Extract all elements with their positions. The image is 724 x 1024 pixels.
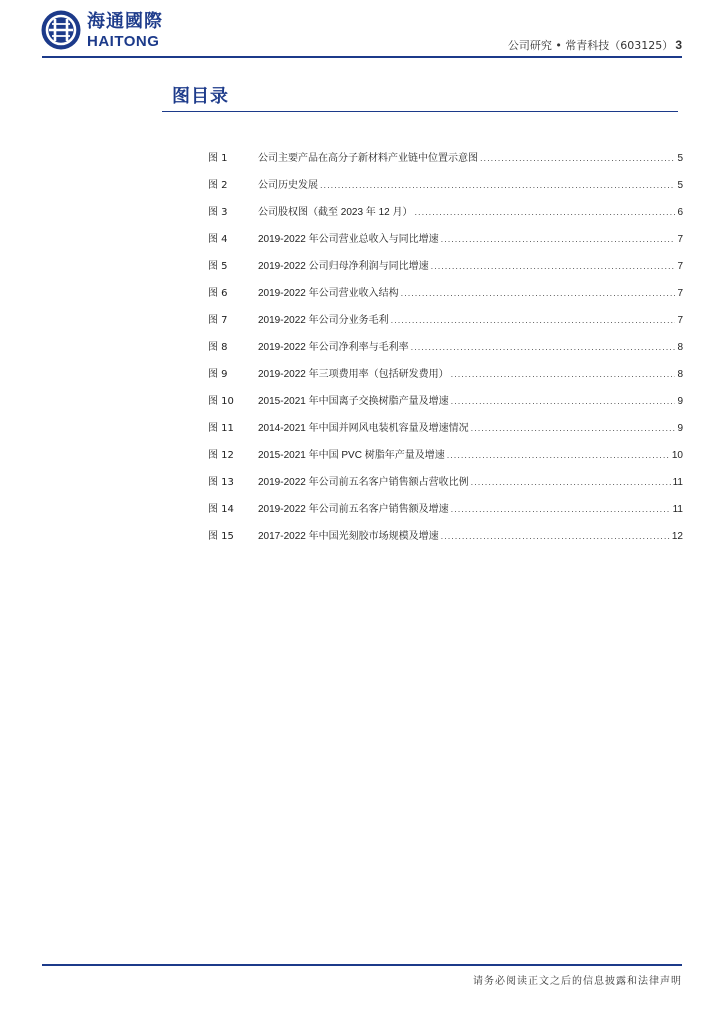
toc-figure-number: 图 1 xyxy=(208,153,228,164)
toc-page-number: 5 xyxy=(677,180,683,191)
toc-leader-dots xyxy=(480,152,675,166)
toc-leader-dots xyxy=(451,503,671,517)
toc-figure-title: 2014-2021 年中国并网风电装机容量及增速情况 xyxy=(258,423,469,434)
toc-figure-number: 图 3 xyxy=(208,207,228,218)
toc-figure-title: 2019-2022 公司归母净利润与同比增速 xyxy=(258,261,429,272)
report-header-info xyxy=(508,38,682,53)
section-title-underline xyxy=(162,111,678,112)
toc-figure-number: 图 10 xyxy=(208,396,234,407)
toc-figure-title: 2019-2022 年公司营业收入结构 xyxy=(258,288,399,299)
toc-page-number: 7 xyxy=(677,261,683,272)
toc-leader-dots xyxy=(451,368,676,382)
figure-table-of-contents xyxy=(208,152,683,557)
toc-page-number: 8 xyxy=(677,342,683,353)
toc-entry[interactable] xyxy=(208,260,683,287)
toc-figure-title: 2019-2022 年公司营业总收入与同比增速 xyxy=(258,234,439,245)
toc-page-number: 7 xyxy=(677,288,683,299)
toc-figure-title: 2017-2022 年中国光刻胶市场规模及增速 xyxy=(258,531,439,542)
logo-chinese-name: 海通國際 xyxy=(87,11,163,32)
toc-page-number: 9 xyxy=(677,396,683,407)
toc-leader-dots xyxy=(411,341,676,355)
toc-leader-dots xyxy=(441,530,670,544)
toc-page-number: 5 xyxy=(677,153,683,164)
toc-figure-number: 图 11 xyxy=(208,423,234,434)
toc-page-number: 9 xyxy=(677,423,683,434)
toc-figure-number: 图 15 xyxy=(208,531,234,542)
toc-leader-dots xyxy=(320,179,675,193)
toc-figure-title: 2019-2022 年三项费用率（包括研发费用） xyxy=(258,369,449,380)
footer-divider xyxy=(42,964,682,966)
report-info: 公司研究 • 常青科技（603125） xyxy=(507,39,674,52)
toc-leader-dots xyxy=(391,314,676,328)
toc-entry[interactable] xyxy=(208,206,683,233)
toc-figure-title: 公司历史发展 xyxy=(258,180,318,191)
toc-page-number: 8 xyxy=(677,369,683,380)
toc-figure-number: 图 9 xyxy=(208,369,228,380)
toc-figure-title: 2019-2022 年公司分业务毛利 xyxy=(258,315,389,326)
toc-leader-dots xyxy=(447,449,670,463)
toc-leader-dots xyxy=(451,395,676,409)
toc-figure-number: 图 8 xyxy=(208,342,228,353)
toc-figure-number: 图 4 xyxy=(208,234,228,245)
toc-entry[interactable] xyxy=(208,530,683,557)
toc-entry[interactable] xyxy=(208,368,683,395)
page-number: 3 xyxy=(675,38,682,52)
toc-entry[interactable] xyxy=(208,179,683,206)
toc-page-number: 11 xyxy=(672,477,683,488)
toc-figure-number: 图 14 xyxy=(208,504,234,515)
toc-entry[interactable] xyxy=(208,449,683,476)
toc-page-number: 7 xyxy=(677,315,683,326)
toc-page-number: 11 xyxy=(672,504,683,515)
toc-figure-title: 公司股权图（截至 2023 年 12 月） xyxy=(258,207,413,218)
toc-figure-title: 2015-2021 年中国 PVC 树脂年产量及增速 xyxy=(258,450,445,461)
toc-leader-dots xyxy=(471,422,676,436)
toc-entry[interactable] xyxy=(208,503,683,530)
toc-entry[interactable] xyxy=(208,314,683,341)
header-divider xyxy=(42,56,682,58)
haitong-logo xyxy=(40,9,200,53)
toc-page-number: 7 xyxy=(677,234,683,245)
toc-leader-dots xyxy=(441,233,676,247)
toc-entry[interactable] xyxy=(208,395,683,422)
toc-page-number: 10 xyxy=(671,450,683,461)
toc-figure-title: 公司主要产品在高分子新材料产业链中位置示意图 xyxy=(258,153,478,164)
section-title: 图目录 xyxy=(172,86,229,107)
toc-leader-dots xyxy=(414,206,675,220)
toc-entry[interactable] xyxy=(208,341,683,368)
footer-disclaimer: 请务必阅读正文之后的信息披露和法律声明 xyxy=(473,976,682,987)
toc-figure-number: 图 6 xyxy=(208,288,228,299)
toc-entry[interactable] xyxy=(208,233,683,260)
toc-leader-dots xyxy=(401,287,676,301)
toc-entry[interactable] xyxy=(208,476,683,503)
toc-figure-title: 2015-2021 年中国离子交换树脂产量及增速 xyxy=(258,396,449,407)
toc-entry[interactable] xyxy=(208,422,683,449)
toc-figure-number: 图 2 xyxy=(208,180,228,191)
toc-figure-title: 2019-2022 年公司净利率与毛利率 xyxy=(258,342,409,353)
toc-figure-number: 图 5 xyxy=(208,261,228,272)
toc-figure-number: 图 13 xyxy=(208,477,234,488)
toc-entry[interactable] xyxy=(208,287,683,314)
toc-figure-title: 2019-2022 年公司前五名客户销售额占营收比例 xyxy=(258,477,469,488)
toc-leader-dots xyxy=(431,260,676,274)
toc-figure-number: 图 7 xyxy=(208,315,228,326)
toc-page-number: 6 xyxy=(677,207,683,218)
toc-leader-dots xyxy=(471,476,671,490)
toc-figure-title: 2019-2022 年公司前五名客户销售额及增速 xyxy=(258,504,449,515)
toc-figure-number: 图 12 xyxy=(208,450,234,461)
toc-entry[interactable] xyxy=(208,152,683,179)
toc-page-number: 12 xyxy=(671,531,683,542)
haitong-emblem-icon xyxy=(40,9,82,51)
logo-english-name: HAITONG xyxy=(87,33,160,50)
